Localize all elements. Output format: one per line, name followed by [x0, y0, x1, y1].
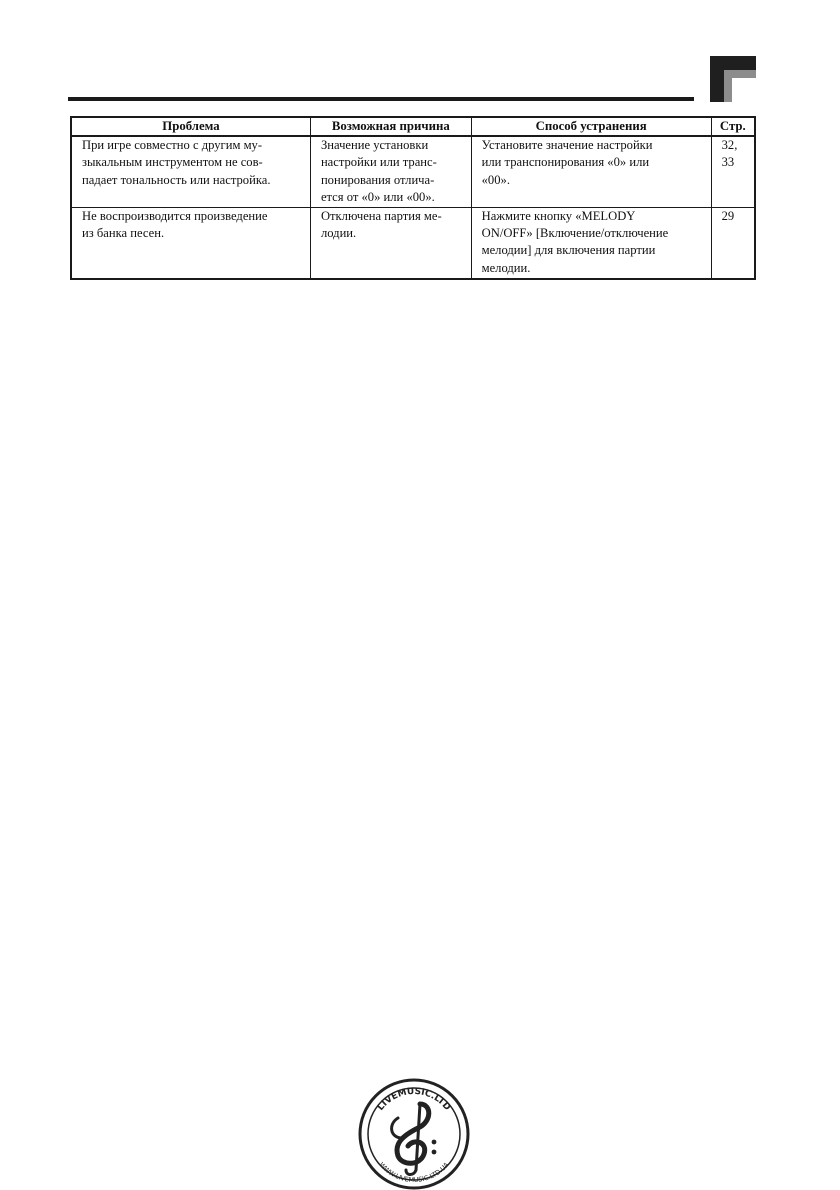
column-header-cause: Возможная причина	[310, 117, 471, 136]
cause-cell: Отключена партия ме- лодии.	[310, 208, 471, 279]
column-header-solution: Способ устранения	[471, 117, 711, 136]
page-corner-mark	[710, 56, 756, 102]
page-cell: 29	[711, 208, 755, 279]
table-row	[71, 208, 755, 279]
livemusic-logo	[358, 1078, 470, 1190]
solution-cell: Нажмите кнопку «MELODY ON/OFF» [Включение/отключение мелодии] для включения партии мелодии.	[471, 208, 711, 279]
table-row	[71, 136, 755, 207]
page-cell: 32, 33	[711, 136, 755, 207]
logo-top-text: LIVEMUSIC.LTD	[375, 1086, 453, 1113]
table-header-row	[71, 117, 755, 136]
solution-cell: Установите значение настройки или транспонирования «0» или «00».	[471, 136, 711, 207]
problem-cell: При игре совместно с другим му- зыкальным инструментом не сов- падает тональность или настройка.	[71, 136, 310, 207]
problem-cell: Не воспроизводится произведение из банка песен.	[71, 208, 310, 279]
column-header-problem: Проблема	[71, 117, 310, 136]
cause-cell: Значение установки настройки или транс- понирования отлича- ется от «0» или «00».	[310, 136, 471, 207]
logo-bottom-text: WWW.LIVEMUSIC.LTD.UA	[377, 1160, 451, 1185]
troubleshooting-table	[70, 116, 756, 280]
column-header-page: Стр.	[711, 117, 755, 136]
header-rule	[68, 97, 694, 101]
